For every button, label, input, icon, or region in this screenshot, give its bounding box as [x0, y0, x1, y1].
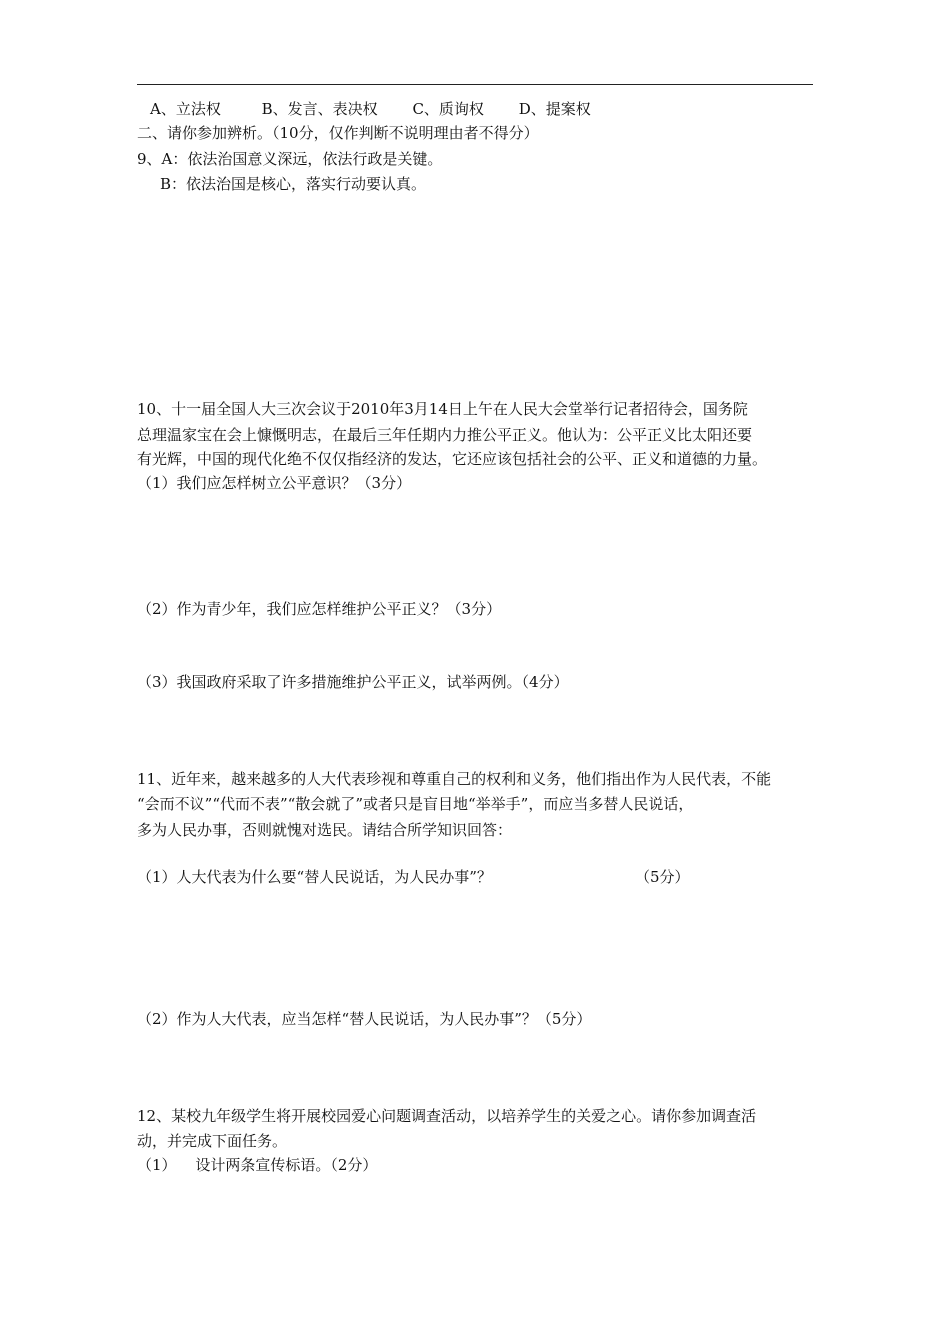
q11-sub1 — [137, 866, 690, 888]
option-b: B、发言、表决权 — [261, 100, 378, 118]
q10-sub3: （3）我国政府采取了许多措施维护公平正义，试举两例。（4分） — [137, 673, 569, 691]
q12-stem-line-1: 12、某校九年级学生将开展校园爱心问题调查活动，以培养学生的关爱之心。请你参加调查活 — [137, 1107, 757, 1125]
q8-options — [150, 98, 591, 120]
q11-stem-line-2: “会而不议”“代而不表”“散会就了”或者只是盲目地“举举手”，而应当多替人民说话， — [137, 795, 694, 813]
q11-stem-line-3: 多为人民办事，否则就愧对选民。请结合所学知识回答： — [137, 821, 513, 839]
q10-stem-line-2: 总理温家宝在会上慷慨明志，在最后三年任期内力推公平正义。他认为：公平正义比太阳还要 — [137, 426, 753, 444]
q9-statement-a: 9、A：依法治国意义深远，依法行政是关键。 — [137, 150, 443, 168]
header-rule — [137, 84, 813, 85]
option-d: D、提案权 — [518, 100, 591, 118]
q12-sub1 — [137, 1154, 377, 1176]
q10-sub2: （2）作为青少年，我们应怎样维护公平正义？（3分） — [137, 600, 502, 618]
section2-heading: 二、请你参加辨析。（10分，仅作判断不说明理由者不得分） — [137, 124, 539, 142]
option-a: A、立法权 — [150, 100, 221, 118]
q12-stem-line-2: 动，并完成下面任务。 — [137, 1132, 288, 1150]
q11-sub1-text: （1）人大代表为什么要“替人民说话，为人民办事”？ — [137, 868, 492, 886]
q9-statement-b: B：依法治国是核心，落实行动要认真。 — [160, 175, 427, 193]
q11-sub2: （2）作为人大代表，应当怎样“替人民说话，为人民办事”？（5分） — [137, 1010, 592, 1028]
q10-stem-line-3: 有光辉，中国的现代化绝不仅仅指经济的发达，它还应该包括社会的公平、正义和道德的力量。 — [137, 450, 768, 468]
q10-sub1: （1）我们应怎样树立公平意识？（3分） — [137, 474, 412, 492]
q12-sub1-number: （1） — [137, 1156, 177, 1174]
option-c: C、质询权 — [412, 100, 484, 118]
q10-stem-line-1: 10、十一届全国人大三次会议于2010年3月14日上午在人民大会堂举行记者招待会，国务院 — [137, 400, 748, 418]
q11-sub1-score: （5分） — [635, 868, 690, 886]
q11-stem-line-1: 11、近年来，越来越多的人大代表珍视和尊重自己的权利和义务，他们指出作为人民代表，不能 — [137, 770, 772, 788]
q12-sub1-text: 设计两条宣传标语。（2分） — [195, 1156, 378, 1174]
